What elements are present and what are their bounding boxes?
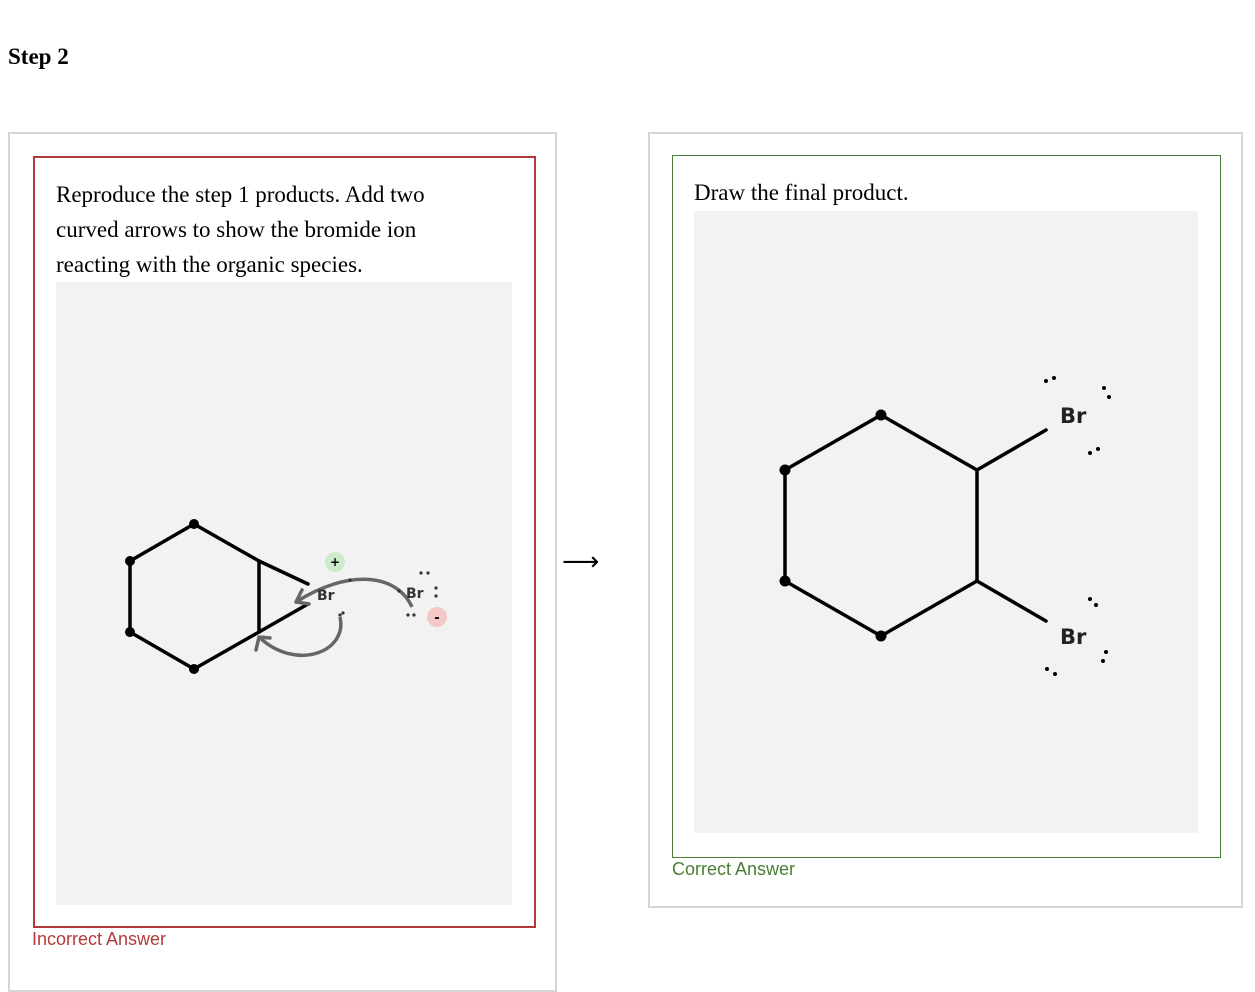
question-prompt: Draw the final product. [694,180,909,205]
reaction-arrow-icon: ⟶ [562,547,600,577]
incorrect-answer-box [33,156,536,928]
atom-label-br: Br [1060,404,1087,428]
bromonium-structure [56,282,512,905]
atom-label-br: Br [317,588,335,604]
positive-charge-label: + [329,555,341,569]
drawing-canvas[interactable] [694,211,1198,833]
step-title: Step 2 [8,44,69,69]
ring-bonds [785,415,1046,636]
atom-label-br: Br [406,586,424,602]
dibromide-structure [694,211,1198,833]
curved-arrow-icon[interactable] [259,617,341,655]
incorrect-answer-label: Incorrect Answer [32,929,167,949]
step-panel-left [8,132,557,992]
negative-charge-label: - [434,611,440,626]
correct-answer-label: Correct Answer [672,859,796,879]
atom-label-br: Br [1060,625,1087,649]
curved-arrow-icon[interactable] [296,579,412,607]
correct-answer-box [672,155,1221,858]
step-panel-right [648,132,1243,908]
ring-bonds [130,524,308,669]
question-prompt: Reproduce the step 1 products. Add two curved arrows to show the bromide ion reacting with the organic species. [56,182,425,277]
drawing-canvas[interactable] [56,282,512,905]
